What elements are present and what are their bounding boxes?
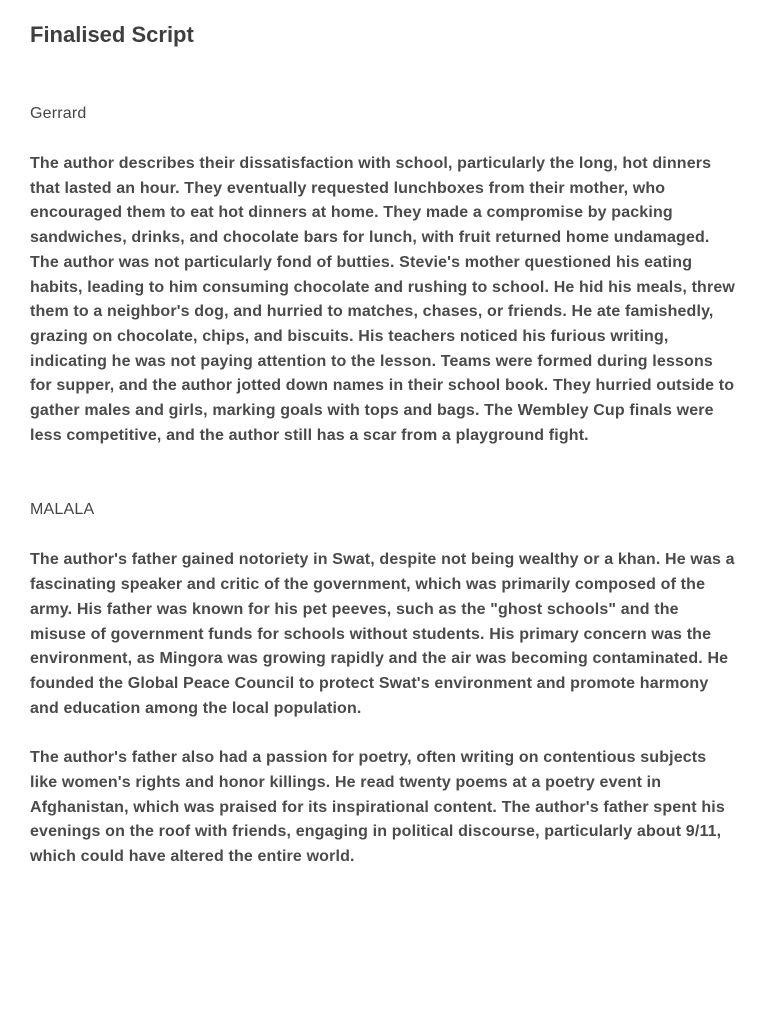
section-gerrard — [30, 102, 738, 448]
section-heading: Gerrard — [30, 105, 87, 122]
paragraph: The author's father gained notoriety in Swat, despite not being wealthy or a khan. He was a fascinating speaker and critic of the government, which was primarily composed of the army. His father was known for his pet peeves, such as the "ghost schools" and the misuse of government funds for schools without students. His primary concern was the environment, as Mingora was growing rapidly and the air was becoming contaminated. He founded the Global Peace Council to protect Swat's environment and promote harmony and education among the local population. — [30, 551, 735, 717]
section-malala — [30, 498, 738, 869]
paragraph: The author's father also had a passion for poetry, often writing on contentious subjects like women's rights and honor killings. He read twenty poems at a poetry event in Afghanistan, which was praised for its inspirational content. The author's father spent his evenings on the roof with friends, engaging in political discourse, particularly about 9/11, which could have altered the entire world. — [30, 749, 725, 866]
paragraph: The author describes their dissatisfaction with school, particularly the long, hot dinners that lasted an hour. They eventually requested lunchboxes from their mother, who encouraged them to eat hot dinners at home. They made a compromise by packing sandwiches, drinks, and chocolate bars for lunch, with fruit returned home undamaged. The author was not particularly fond of butties. Stevie's mother questioned his eating habits, leading to him consuming chocolate and rushing to school. He hid his meals, threw them to a neighbor's dog, and hurried to matches, chases, or friends. He ate famishedly, grazing on chocolate, chips, and biscuits. His teachers noticed his furious writing, indicating he was not paying attention to the lesson. Teams were formed during lessons for supper, and the author jotted down names in their school book. They hurried outside to gather males and girls, marking goals with tops and bags. The Wembley Cup finals were less competitive, and the author still has a scar from a playground fight. — [30, 155, 735, 444]
page-title: Finalised Script — [30, 22, 194, 47]
section-heading: MALALA — [30, 501, 95, 519]
